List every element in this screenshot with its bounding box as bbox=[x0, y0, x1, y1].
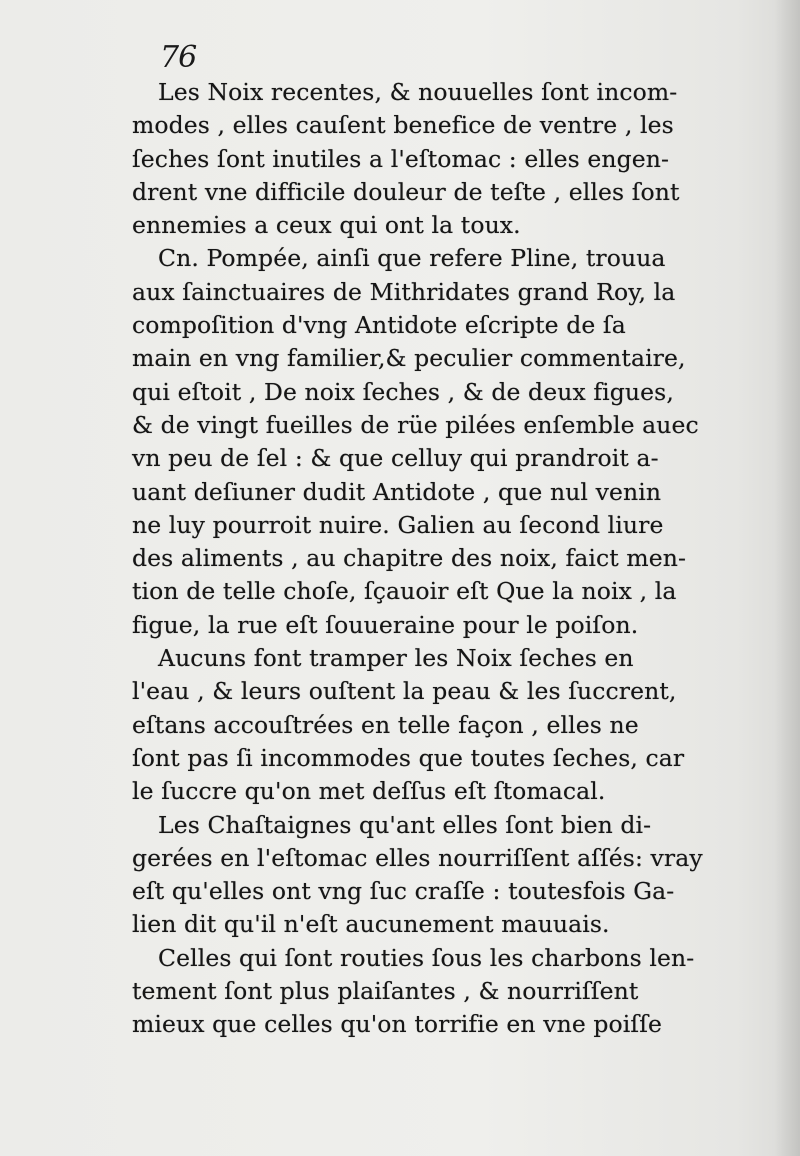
text-line: modes , elles cauſent benefice de ventre , les bbox=[132, 111, 674, 140]
text-line: des aliments , au chapitre des noix, faict men- bbox=[132, 544, 687, 573]
text-line: ennemies a ceux qui ont la toux. bbox=[132, 211, 521, 240]
text-line: l'eau , & leurs ouſtent la peau & les ſuccrent, bbox=[132, 677, 677, 706]
text-line: mieux que celles qu'on torrifie en vne poiſſe bbox=[132, 1010, 663, 1039]
text-line: compoſition d'vng Antidote eſcripte de ſa bbox=[132, 311, 626, 340]
text-line: tement ſont plus plaiſantes , & nourriſſent bbox=[132, 977, 639, 1006]
text-line: qui eſtoit , De noix ſeches , & de deux figues, bbox=[132, 377, 674, 406]
text-line: eſt qu'elles ont vng ſuc craſſe : toutesfois Ga- bbox=[132, 877, 675, 906]
page-text bbox=[132, 76, 792, 1042]
text-line: tion de telle choſe, ſçauoir eſt Que la noix , la bbox=[132, 577, 677, 606]
text-line: Cn. Pompée, ainſi que refere Pline, trouua bbox=[158, 244, 666, 273]
text-line: vn peu de ſel : & que celluy qui prandroit a- bbox=[132, 444, 659, 473]
text-line: lien dit qu'il n'eſt aucunement mauuais. bbox=[132, 910, 610, 939]
text-line: aux ſainctuaires de Mithridates grand Roy, la bbox=[132, 277, 676, 306]
text-line: eſtans accouſtrées en telle façon , elles ne bbox=[132, 710, 639, 739]
text-line: & de vingt fueilles de rüe pilées enſemble auec bbox=[132, 410, 699, 439]
page-number: 76 bbox=[160, 40, 197, 75]
text-line: Les Noix recentes, & nouuelles ſont incom- bbox=[158, 78, 678, 106]
text-line: gerées en l'eſtomac elles nourriſſent aſſés: vray bbox=[132, 843, 703, 872]
text-line: uant deſiuner dudit Antidote , que nul venin bbox=[132, 477, 662, 506]
text-line: ſont pas ſi incommodes que toutes ſeches, car bbox=[132, 743, 685, 772]
text-line: ſeches ſont inutiles a l'eſtomac : elles engen- bbox=[132, 144, 670, 173]
text-line: le ſuccre qu'on met deſſus eſt ſtomacal. bbox=[132, 777, 606, 806]
text-line: ne luy pourroit nuire. Galien au ſecond liure bbox=[132, 510, 664, 539]
text-line: figue, la rue eſt ſouueraine pour le poiſon. bbox=[132, 610, 639, 639]
text-line: main en vng familier,& peculier commentaire, bbox=[132, 344, 686, 373]
text-line: Les Chaſtaignes qu'ant elles ſont bien di- bbox=[158, 810, 652, 839]
text-line: Aucuns font tramper les Noix ſeches en bbox=[158, 644, 634, 673]
text-line: Celles qui ſont routies ſous les charbons len- bbox=[158, 943, 695, 972]
text-line: drent vne difficile douleur de teſte , elles ſont bbox=[132, 177, 680, 206]
